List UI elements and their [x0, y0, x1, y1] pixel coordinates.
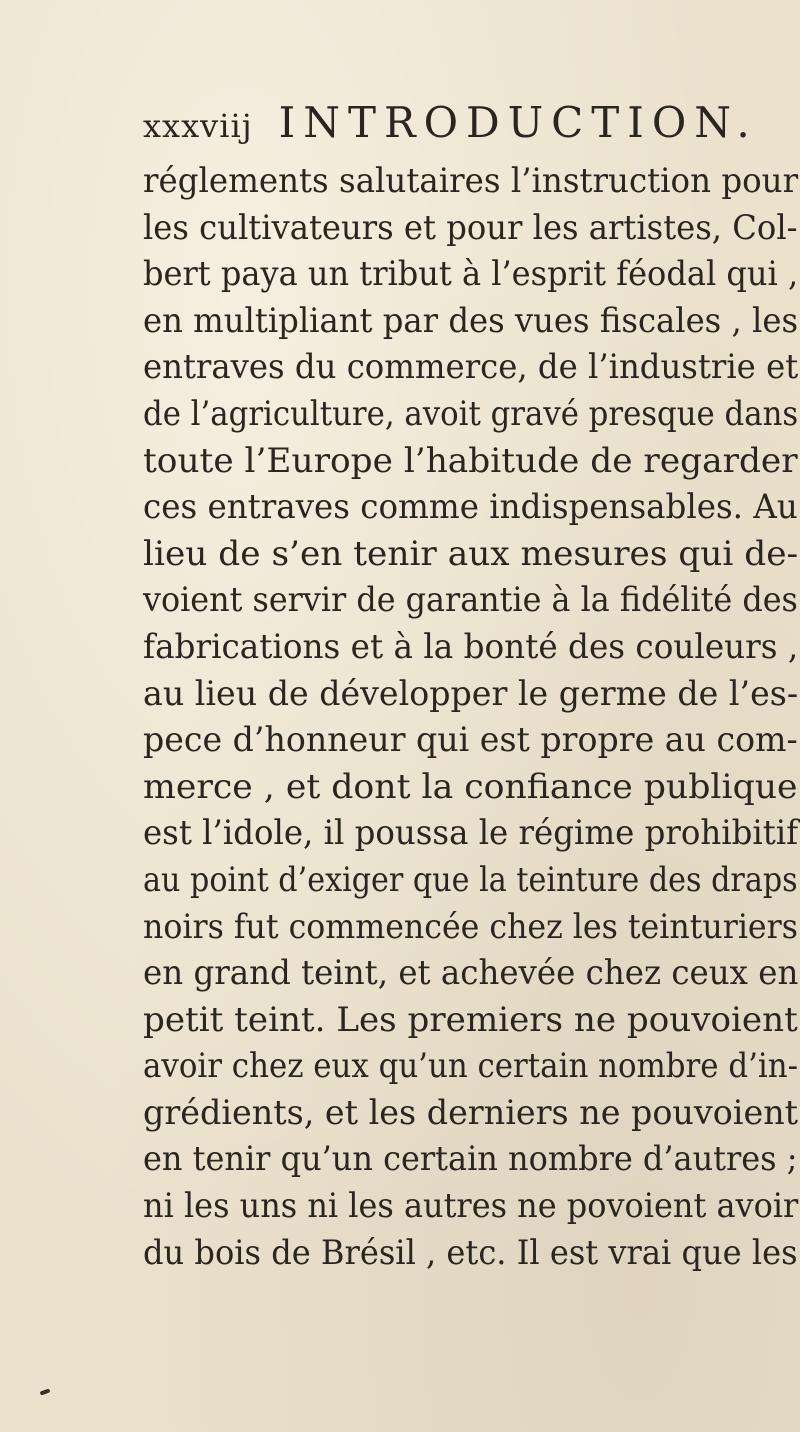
text-line: lieu de s’en tenir aux mesures qui de-	[143, 533, 799, 574]
text-line: en tenir qu’un certain nombre d’autres ;	[143, 1139, 798, 1180]
text-line: petit teint. Les premiers ne pouvoient	[143, 999, 798, 1040]
text-line: en multipliant par des vues fiscales , les	[143, 300, 799, 341]
text-line: ces entraves comme indispensables. Au	[143, 487, 798, 528]
page-number: xxxviij	[143, 107, 253, 145]
text-line: fabrications et à la bonté des couleurs ,	[143, 626, 799, 667]
body-text	[143, 158, 800, 1276]
text-line: au lieu de développer le germe de l’es-	[143, 673, 799, 714]
text-line: grédients, et les derniers ne pouvoient	[143, 1092, 799, 1133]
text-line: merce , et dont la confiance publique	[143, 766, 798, 807]
text-line: réglements salutaires l’instruction pour	[143, 161, 799, 201]
text-line: ni les uns ni les autres ne povoient avoir	[143, 1186, 799, 1227]
text-line: de l’agriculture, avoit gravé presque dans	[143, 393, 799, 434]
text-line: avoir chez eux qu’un certain nombre d’in-	[143, 1046, 799, 1087]
text-line: est l’idole, il poussa le régime prohibitif	[143, 813, 799, 854]
text-line: au point d’exiger que la teinture des draps	[143, 859, 798, 900]
text-line: du bois de Brésil , etc. Il est vrai que les	[143, 1232, 798, 1273]
text-line: entraves du commerce, de l’industrie et	[143, 347, 799, 388]
text-line: voient servir de garantie à la fidélité des	[143, 580, 798, 621]
text-line: pece d’honneur qui est propre au com-	[143, 720, 798, 761]
text-line: en grand teint, et achevée chez ceux en	[143, 953, 799, 994]
text-line: bert paya un tribut à l’esprit féodal qui ,	[143, 254, 799, 295]
running-title: INTRODUCTION.	[278, 98, 758, 147]
text-line: toute l’Europe l’habitude de regarder	[143, 440, 798, 481]
text-line: noirs fut commencée chez les teinturiers	[143, 906, 798, 947]
text-line: les cultivateurs et pour les artistes, Col-	[143, 207, 798, 248]
page-header	[143, 98, 783, 158]
ink-speck	[40, 1388, 51, 1395]
